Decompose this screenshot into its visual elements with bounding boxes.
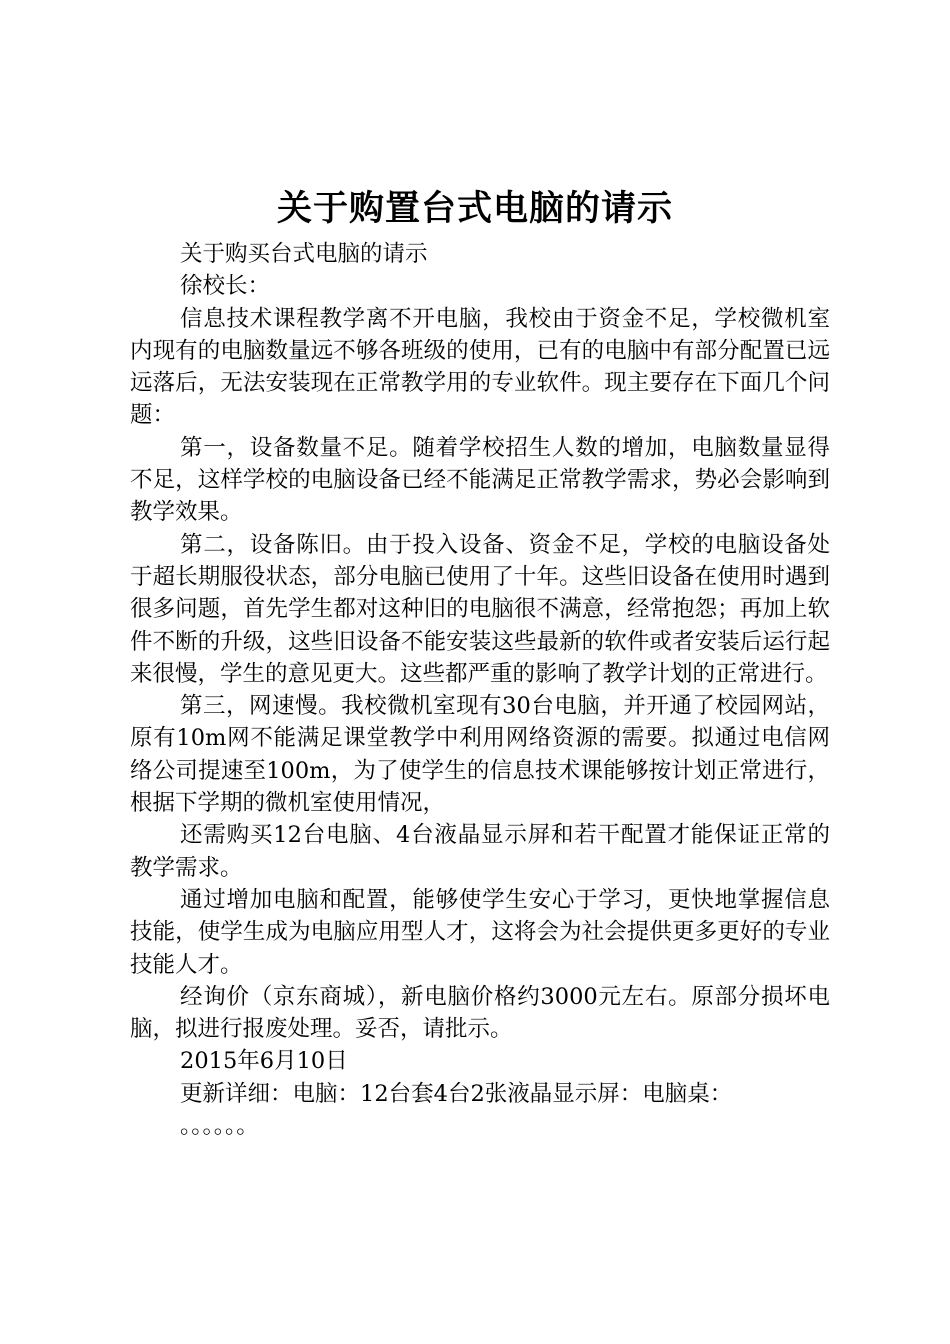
ellipsis-line: 。。。。。。 <box>180 1113 259 1140</box>
subject-line: 关于购买台式电脑的请示 <box>180 241 428 267</box>
paragraph-second-issue: 第二，设备陈旧。由于投入设备、资金不足，学校的电脑设备处于超长期服役状态，部分电脑已使用了十年。这些旧设备在使用时遇到很多问题，首先学生都对这种旧的电脑很不满意，经常抱怨；再加上软件不断的升级，这些旧设备不能安装这些最新的软件或者安装后运行起来很慢，学生的意见更大。这些都严重的影响了教学计划的正常进行。 <box>130 531 830 687</box>
paragraph-third-issue: 第三，网速慢。我校微机室现有30台电脑，并开通了校园网站，原有10m网不能满足课堂教学中利用网络资源的需要。拟通过电信网络公司提速至100m，为了使学生的信息技术课能够按计划正常进行，根据下学期的微机室使用情况， <box>130 693 830 817</box>
paragraph-intro: 信息技术课程教学离不开电脑，我校由于资金不足，学校微机室内现有的电脑数量远不够各班级的使用，已有的电脑中有部分配置已远远落后，无法安装现在正常教学用的专业软件。现主要存在下面几个问题： <box>130 305 830 429</box>
paragraph-benefit: 通过增加电脑和配置，能够使学生安心于学习，更快地掌握信息技能，使学生成为电脑应用型人才，这将会为社会提供更多更好的专业技能人才。 <box>130 886 830 978</box>
update-details: 更新详细：电脑：12台套4台2张液晶显示屏：电脑桌： <box>180 1080 733 1107</box>
paragraph-price: 经询价（京东商城），新电脑价格约3000元左右。原部分损坏电脑，拟进行报废处理。妥否，请批示。 <box>130 983 830 1043</box>
paragraph-first-issue: 第一，设备数量不足。随着学校招生人数的增加，电脑数量显得不足，这样学校的电脑设备已经不能满足正常教学需求，势必会影响到教学效果。 <box>130 434 830 526</box>
document-body <box>130 238 830 1142</box>
document-date: 2015年6月10日 <box>180 1048 348 1075</box>
paragraph-purchase-need: 还需购买12台电脑、4台液晶显示屏和若干配置才能保证正常的教学需求。 <box>130 822 830 881</box>
salutation: 徐校长： <box>180 273 271 300</box>
document-title: 关于购置台式电脑的请示 <box>276 189 673 229</box>
